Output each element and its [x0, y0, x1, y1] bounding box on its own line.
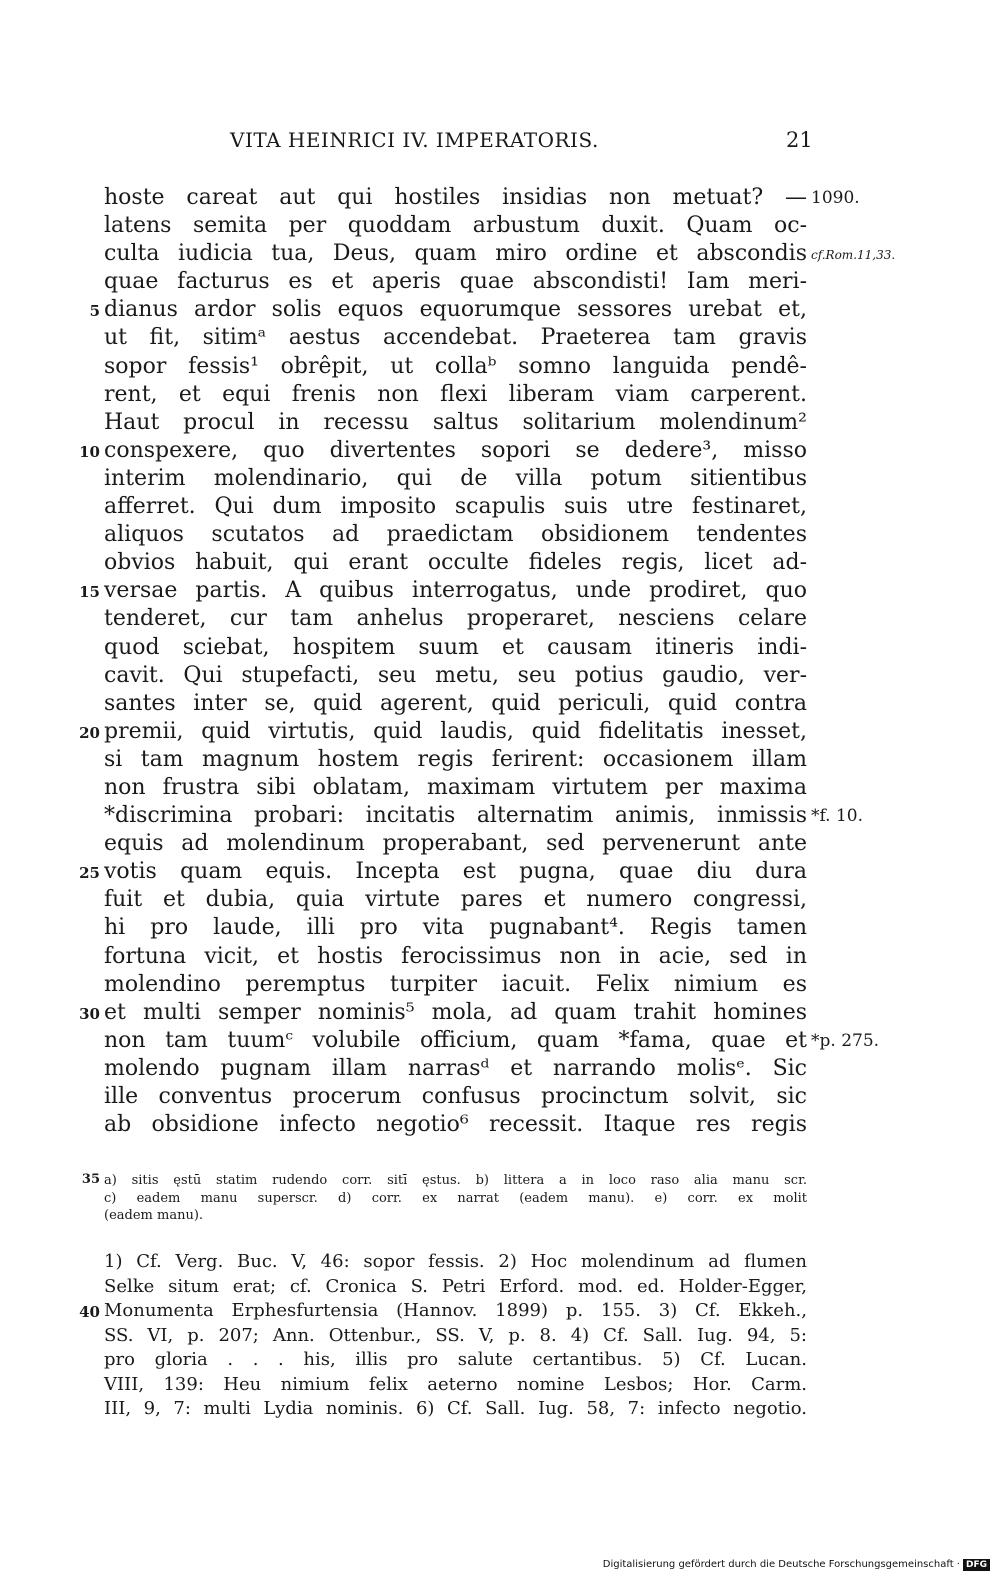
margin-note: cf.Rom.11,33. — [811, 248, 896, 263]
text-line — [0, 1055, 1000, 1083]
text-line — [0, 886, 1000, 914]
line-text: Haut procul in recessu saltus solitarium molendinum² — [104, 409, 807, 435]
line-text: santes inter se, quid agerent, quid periculi, quid contra — [104, 690, 807, 716]
line-text: conspexere, quo divertentes sopori se dedere³, misso — [104, 437, 807, 463]
line-text: cavit. Qui stupefacti, seu metu, seu potius gaudio, ver- — [104, 662, 807, 688]
line-text: quae facturus es et aperis quae abscondisti! Iam meri- — [104, 269, 807, 295]
line-number: 15 — [79, 583, 100, 602]
line-text: equis ad molendinum properabant, sed pervenerunt ante — [104, 831, 807, 857]
footnote-line — [0, 1275, 1000, 1300]
running-title: VITA HEINRICI IV. IMPERATORIS. — [230, 128, 599, 152]
credit-text: Digitalisierung gefördert durch die Deutsche Forschungsgemeinschaft · — [602, 1559, 960, 1570]
text-line — [0, 1083, 1000, 1111]
text-line — [0, 718, 1000, 746]
text-line — [0, 943, 1000, 971]
line-text: afferret. Qui dum imposito scapulis suis utre festinaret, — [104, 494, 807, 520]
line-number: 25 — [79, 864, 100, 883]
line-number: 40 — [79, 1303, 100, 1321]
page-header — [0, 128, 1000, 158]
line-text: fuit et dubia, quia virtute pares et numero congressi, — [104, 887, 807, 913]
text-line — [0, 493, 1000, 521]
text-line — [0, 858, 1000, 886]
text-line — [0, 1111, 1000, 1139]
text-line — [0, 690, 1000, 718]
footnote-line — [0, 1348, 1000, 1373]
text-line — [0, 184, 1000, 212]
text-line — [0, 296, 1000, 324]
margin-note: *f. 10. — [811, 806, 864, 827]
line-number: 20 — [79, 723, 100, 742]
line-text: obvios habuit, qui erant occulte fideles regis, licet ad- — [104, 550, 807, 576]
line-text: non frustra sibi oblatam, maximam virtutem per maxima — [104, 774, 807, 800]
text-line — [0, 549, 1000, 577]
line-number: 35 — [81, 1172, 100, 1187]
line-text: hoste careat aut qui hostiles insidias non metuat? — — [104, 185, 807, 210]
footnote-line — [0, 1373, 1000, 1398]
text-line — [0, 746, 1000, 774]
margin-note: 1090. — [811, 188, 860, 208]
text-line — [0, 605, 1000, 633]
text-line — [0, 521, 1000, 549]
footnote-text: pro gloria . . . his, illis pro salute certantibus. 5) Cf. Lucan. — [104, 1349, 807, 1370]
footnote-text: VIII, 139: Heu nimium felix aeterno nomine Lesbos; Hor. Carm. — [104, 1373, 807, 1395]
line-text: non tam tuumᶜ volubile officium, quam *fama, quae et — [104, 1027, 807, 1053]
text-line — [0, 353, 1000, 381]
text-line — [0, 409, 1000, 437]
text-line — [0, 465, 1000, 493]
line-text: votis quam equis. Incepta est pugna, quae diu dura — [104, 859, 807, 885]
text-line — [0, 437, 1000, 465]
line-number: 30 — [79, 1004, 100, 1023]
line-text: fortuna vicit, et hostis ferocissimus non in acie, sed in — [104, 943, 807, 969]
line-text: hi pro laude, illi pro vita pugnabant⁴. Regis tamen — [104, 915, 807, 941]
critical-apparatus — [0, 1172, 1000, 1225]
apparatus-text: a) sitis ęstū statim rudendo corr. sitī ęstus. b) littera a in loco raso alia manu scr. — [104, 1173, 807, 1188]
digitization-credit — [603, 1559, 990, 1571]
line-number: 10 — [79, 442, 100, 461]
line-text: molendino peremptus turpiter iacuit. Felix nimium es — [104, 971, 807, 997]
text-line — [0, 381, 1000, 409]
line-text: sopor fessis¹ obrêpit, ut collaᵇ somno languida pendê- — [104, 353, 807, 379]
line-text: ab obsidione infecto negotio⁶ recessit. Itaque res regis — [104, 1112, 807, 1138]
line-text: tenderet, cur tam anhelus properaret, nesciens celare — [104, 606, 807, 632]
line-text: dianus ardor solis equos equorumque sessores urebat et, — [104, 297, 807, 323]
line-text: ut fit, sitimᵃ aestus accendebat. Praeterea tam gravis — [104, 325, 807, 351]
apparatus-text: (eadem manu). — [104, 1208, 204, 1223]
line-text: rent, et equi frenis non flexi liberam viam carperent. — [104, 381, 807, 407]
line-text: *discrimina probari: incitatis alternatim animis, inmissis — [104, 803, 807, 829]
line-text: et multi semper nominis⁵ mola, ad quam trahit homines — [104, 999, 807, 1025]
footnote-line — [0, 1299, 1000, 1324]
text-line — [0, 999, 1000, 1027]
text-line — [0, 212, 1000, 240]
apparatus-line — [0, 1207, 1000, 1225]
main-text — [0, 184, 1000, 1139]
text-line — [0, 971, 1000, 999]
text-line — [0, 774, 1000, 802]
footnote-text: Monumenta Erphesfurtensia (Hannov. 1899) p. 155. 3) Cf. Ekkeh., — [104, 1300, 807, 1321]
line-text: quod sciebat, hospitem suum et causam itineris indi- — [104, 634, 807, 660]
apparatus-line — [0, 1172, 1000, 1190]
line-text: ille conventus procerum confusus procinctum solvit, sic — [104, 1084, 807, 1109]
footnote-line — [0, 1324, 1000, 1349]
line-text: versae partis. A quibus interrogatus, unde prodiret, quo — [104, 578, 807, 604]
dfg-logo: DFG — [963, 1559, 990, 1571]
footnote-text: 1) Cf. Verg. Buc. V, 46: sopor fessis. 2) Hoc molendinum ad flumen — [104, 1251, 807, 1272]
page-number: 21 — [786, 128, 813, 152]
footnote-line — [0, 1397, 1000, 1422]
margin-note: *p. 275. — [811, 1030, 880, 1051]
text-line — [0, 662, 1000, 690]
line-text: premii, quid virtutis, quid laudis, quid fidelitatis inesset, — [104, 718, 807, 744]
text-line — [0, 634, 1000, 662]
text-line — [0, 268, 1000, 296]
text-line — [0, 914, 1000, 942]
text-line — [0, 1027, 1000, 1055]
apparatus-line — [0, 1190, 1000, 1208]
line-number: 5 — [89, 302, 100, 321]
footnote-text: Selke situm erat; cf. Cronica S. Petri Erford. mod. ed. Holder-Egger, — [104, 1275, 807, 1297]
footnote-line — [0, 1250, 1000, 1275]
line-text: culta iudicia tua, Deus, quam miro ordine et abscondis — [104, 241, 807, 267]
text-line — [0, 802, 1000, 830]
line-text: aliquos scutatos ad praedictam obsidionem tendentes — [104, 522, 807, 548]
text-line — [0, 830, 1000, 858]
footnote-text: III, 9, 7: multi Lydia nominis. 6) Cf. Sall. Iug. 58, 7: infecto negotio. — [104, 1398, 807, 1419]
line-text: interim molendinario, qui de villa potum sitientibus — [104, 465, 807, 491]
text-line — [0, 324, 1000, 352]
line-text: molendo pugnam illam narrasᵈ et narrando molisᵉ. Sic — [104, 1055, 807, 1081]
text-line — [0, 577, 1000, 605]
line-text: si tam magnum hostem regis ferirent: occasionem illam — [104, 746, 807, 772]
apparatus-text: c) eadem manu superscr. d) corr. ex narrat (eadem manu). e) corr. ex molit — [104, 1190, 807, 1206]
text-line — [0, 240, 1000, 268]
footnote-text: SS. VI, p. 207; Ann. Ottenbur., SS. V, p. 8. 4) Cf. Sall. Iug. 94, 5: — [104, 1324, 807, 1346]
line-text: latens semita per quoddam arbustum duxit. Quam oc- — [104, 213, 807, 239]
footnotes — [0, 1250, 1000, 1422]
